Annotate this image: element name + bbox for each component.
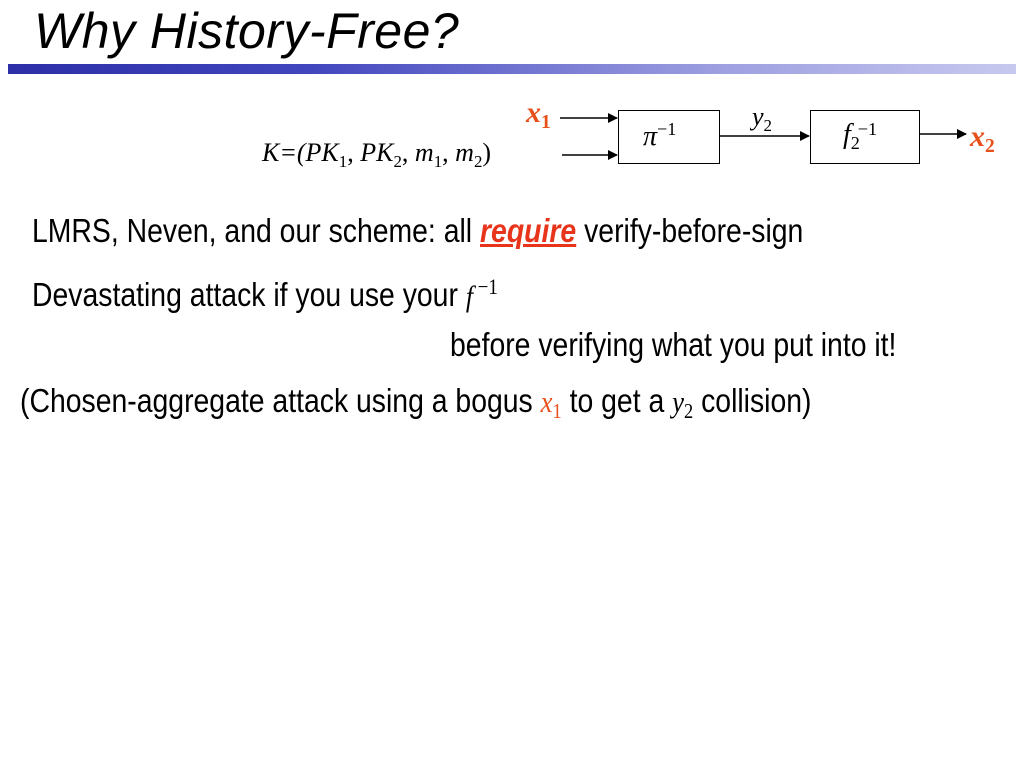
f2-inverse-label: f 2 $^{-1}$ (843, 119, 878, 153)
pi-inverse-label: $\pi^{-1}$ (643, 119, 677, 152)
body-line-devastating-attack: Devastating attack if you use your f $^{-1}$ (32, 274, 498, 313)
slide-title: Why History-Free? (34, 3, 460, 59)
f2-inverse-box (810, 110, 920, 164)
title-underline-bar (8, 64, 1016, 74)
diagram-input-x1: $x_1$ (526, 96, 551, 133)
diagram-input-key: $K=(PK_1$, $PK_2$, $m_1$, $m_2$) (262, 138, 492, 171)
body-line-verify-before-sign: LMRS, Neven, and our scheme: all require verify-before-sign (32, 212, 804, 249)
body-line-chosen-aggregate-attack: (Chosen-aggregate attack using a bogus x1 to get a y2 collision) (20, 382, 812, 423)
diagram-output-x2: $x_2$ (970, 120, 995, 157)
require-emphasis: require (479, 212, 577, 249)
diagram-intermediate-y2: $y_2$ (752, 102, 772, 135)
pi-inverse-box (618, 110, 720, 164)
body-line-before-verifying: before verifying what you put into it! (450, 326, 897, 363)
